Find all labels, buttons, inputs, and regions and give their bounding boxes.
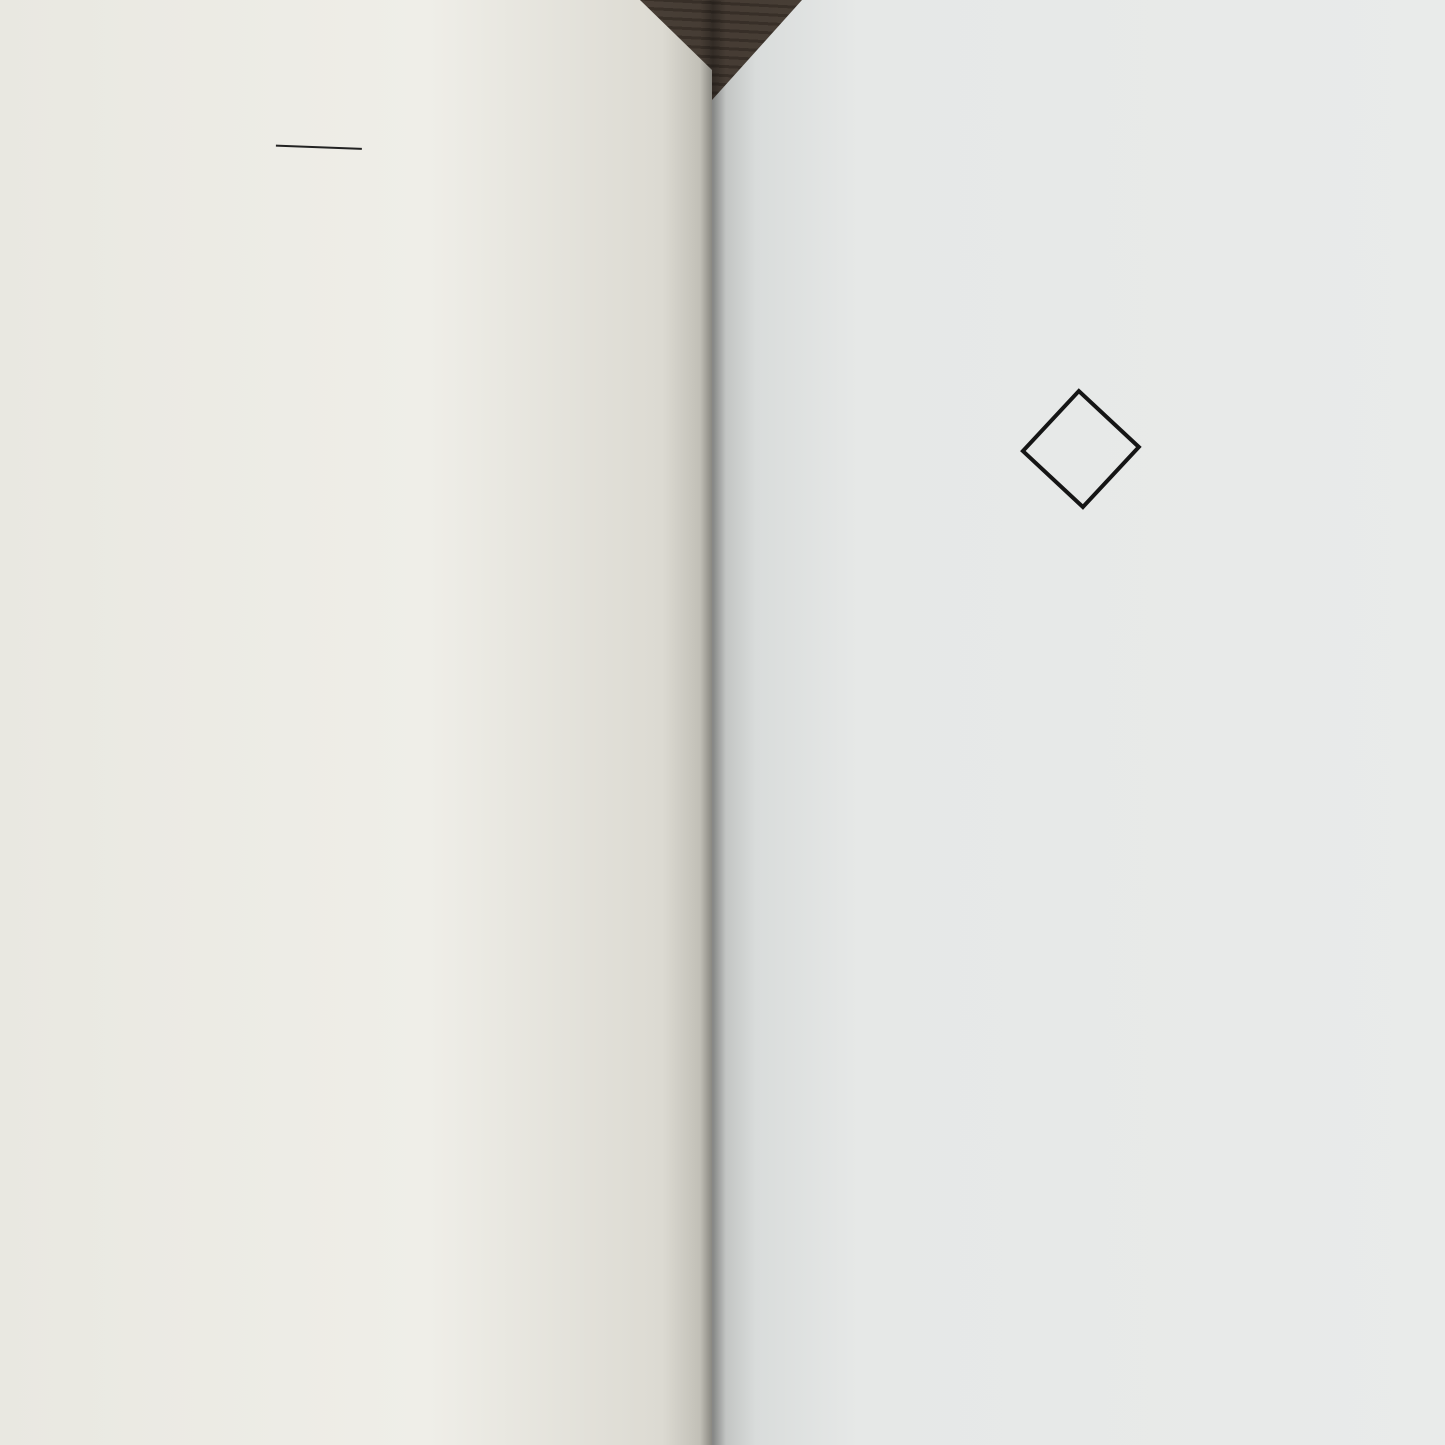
left-page <box>0 0 712 1445</box>
baseball-diamond-diagram <box>870 380 1360 1040</box>
home-plate-square <box>1021 389 1141 509</box>
book-gutter <box>700 0 726 1445</box>
section-divider <box>276 145 362 150</box>
